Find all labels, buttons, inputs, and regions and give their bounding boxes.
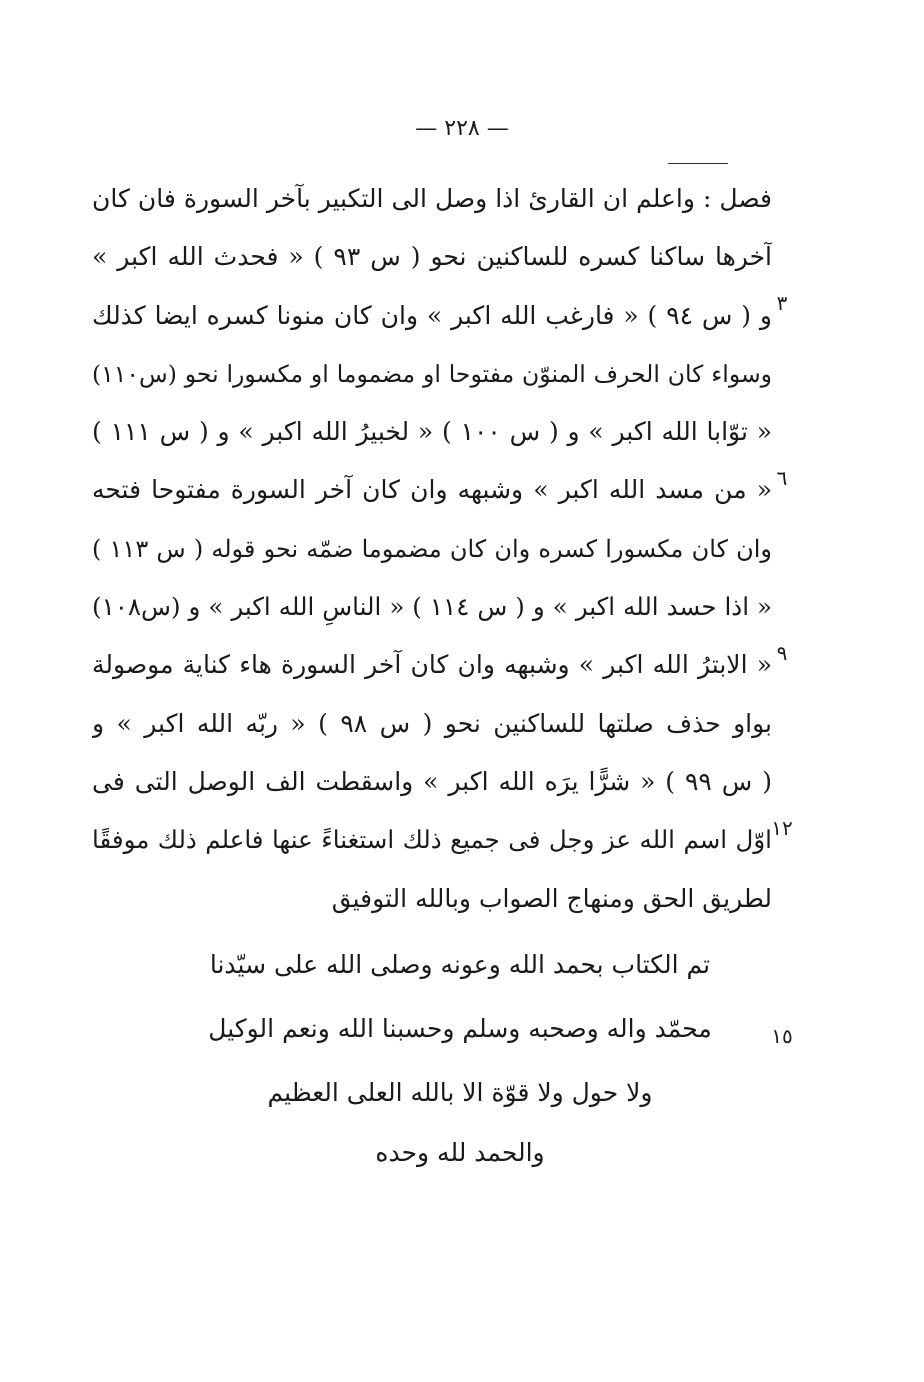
text-line: « اذا حسد الله اكبر » و ( س ١١٤ ) « الناسِ الله اكبر » و (س١٠٨) [92,592,772,622]
colophon-line: تم الكتاب بحمد الله وعونه وصلى الله على سيّدنا [209,950,711,979]
text-line: وان كان مكسورا كسره وان كان مضموما ضمّه نحو قوله ( س ١١٣ ) [92,534,772,563]
line-number-margin: ١٥ [771,1024,793,1048]
body-text [92,170,772,928]
section-rule [668,163,728,164]
text-line: وسواء كان الحرف المنوّن مفتوحا او مضموما او مكسورا نحو (س١١٠) [92,359,772,388]
text-line: « توّابا الله اكبر » و ( س ١٠٠ ) « لخبيرُ الله اكبر » و ( س ١١١ ) [92,417,772,447]
page-number: — ٢٢٨ — [415,116,509,141]
text-line: بواو حذف صلتها للساكنين نحو ( س ٩٨ ) « ربّه الله اكبر » و [92,708,772,738]
text-line: « من مسد الله اكبر » وشبهه وان كان آخر السورة مفتوحا فتحه [92,475,772,505]
text-line: و ( س ٩٤ ) « فارغب الله اكبر » وان كان منونا كسره ايضا كذلك [92,300,772,330]
text-line: ( س ٩٩ ) « شرًّا يرَه الله اكبر » واسقطت الف الوصل التى فى [92,766,772,796]
text-line: آخرها ساكنا كسره للساكنين نحو ( س ٩٣ ) « فحدث الله اكبر » [92,242,772,272]
text-line: اوّل اسم الله عز وجل فى جميع ذلك استغناءً عنها فاعلم ذلك موفقًا [92,825,772,855]
line-number-margin: ١٢ [771,816,793,840]
colophon-line: والحمد لله وحده [375,1138,545,1167]
colophon-line: ولا حول ولا قوّة الا بالله العلى العظيم [267,1078,653,1107]
line-number-margin: ٣ [776,291,788,315]
line-number-margin: ٦ [776,466,788,490]
colophon-line: محمّد واله وصحبه وسلم وحسبنا الله ونعم الوكيل [208,1014,712,1043]
line-number-margin: ٩ [776,641,788,665]
text-line: لطريق الحق ومنهاج الصواب وبالله التوفيق [331,883,772,913]
text-line: « الابترُ الله اكبر » وشبهه وان كان آخر السورة هاء كناية موصولة [92,650,772,680]
text-line: فصل : واعلم ان القارئ اذا وصل الى التكبير بآخر السورة فان كان [92,184,772,213]
